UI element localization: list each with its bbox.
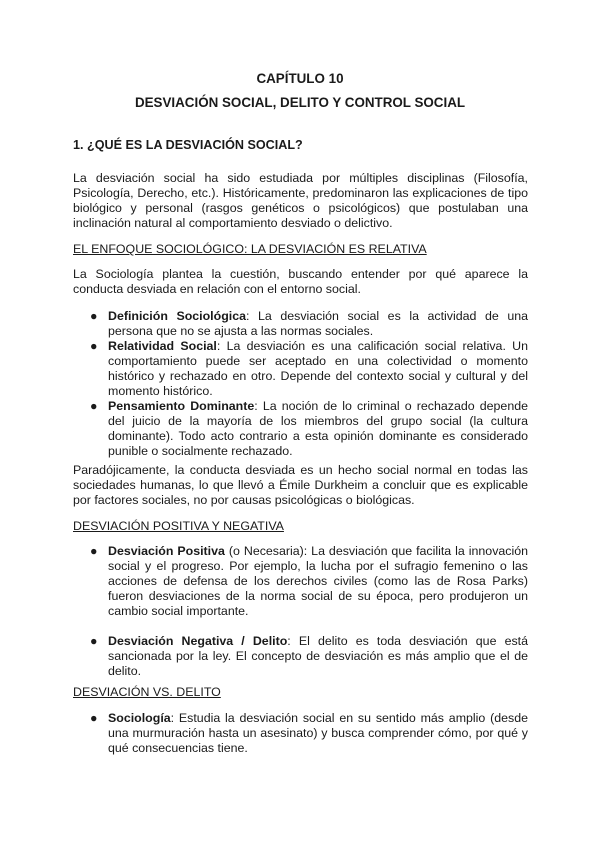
- delito-list: [73, 711, 528, 756]
- list-item: [73, 399, 528, 459]
- bullet-text: : Estudia la desviación social en su sentido más amplio (desde una murmuración hasta un asesinato) y busca comprender cómo, por qué y qué consecuencias tiene.: [108, 711, 528, 755]
- subheading-positiva: DESVIACIÓN POSITIVA Y NEGATIVA: [73, 519, 284, 533]
- bullet-term: Definición Sociológica: [108, 309, 246, 323]
- bullet-text: (o Necesaria): La desviación que facilita la innovación social y el progreso. Por ejemplo, la lucha por el sufragio femenino o las acciones de defensa de los derechos civiles (como las de Rosa Parks) fueron desviaciones de la norma social de su época, pero produjeron un cambio social importante.: [108, 544, 529, 618]
- bullet-text: : La desviación social es la actividad de una persona que no se ajusta a las normas sociales.: [108, 309, 528, 338]
- bullet-term: Sociología: [108, 711, 171, 725]
- list-item: [73, 544, 528, 619]
- bullet-icon: ●: [90, 399, 98, 413]
- intro-paragraph: La desviación social ha sido estudiada por múltiples disciplinas (Filosofía, Psicología, Derecho, etc.). Históricamente, predominaron las explicaciones de tipo biológico y personal (rasgos genéticos o psicológicos) que postulaban una inclinación natural al comportamiento desviado o delictivo.: [73, 171, 528, 230]
- positiva-list: [73, 544, 528, 679]
- closing-paragraph: Paradójicamente, la conducta desviada es un hecho social normal en todas las sociedades humanas, lo que llevó a Émile Durkheim a concluir que es explicable por factores sociales, no por causas psicológicas o biológicas.: [73, 463, 528, 507]
- list-item: [73, 634, 528, 679]
- list-item: [73, 309, 528, 339]
- bullet-term: Desviación Negativa / Delito: [108, 634, 288, 648]
- bullet-term: Pensamiento Dominante: [108, 399, 255, 413]
- bullet-term: Relatividad Social: [108, 339, 217, 353]
- section-heading: 1. ¿QUÉ ES LA DESVIACIÓN SOCIAL?: [73, 138, 303, 152]
- list-item: [73, 339, 528, 399]
- bullet-icon: ●: [90, 711, 98, 725]
- enfoque-list: [73, 309, 528, 459]
- bullet-text: : La desviación es una calificación social relativa. Un comportamiento puede ser aceptado en una colectividad o momento histórico y rechazado en otro. Depende del contexto social y cultural y del momento histórico.: [108, 339, 528, 398]
- list-item: [73, 711, 528, 756]
- subheading-delito: DESVIACIÓN VS. DELITO: [73, 685, 221, 699]
- chapter-number: CAPÍTULO 10: [256, 71, 344, 86]
- enfoque-paragraph: La Sociología plantea la cuestión, buscando entender por qué aparece la conducta desviada en relación con el entorno social.: [73, 267, 528, 296]
- bullet-icon: ●: [90, 544, 98, 558]
- bullet-term: Desviación Positiva: [108, 544, 225, 558]
- bullet-icon: ●: [90, 634, 98, 648]
- bullet-icon: ●: [90, 339, 98, 353]
- bullet-text: : El delito es toda desviación que está sancionada por la ley. El concepto de desviación es más amplio que el de delito.: [108, 634, 528, 678]
- subheading-enfoque: EL ENFOQUE SOCIOLÓGICO: LA DESVIACIÓN ES RELATIVA: [73, 242, 427, 256]
- bullet-text: : La noción de lo criminal o rechazado depende del juicio de la mayoría de los miembros del grupo social (la cultura dominante). Todo acto contrario a esta opinión dominante es considerado punible o socialmente rechazado.: [108, 399, 528, 458]
- chapter-title: DESVIACIÓN SOCIAL, DELITO Y CONTROL SOCIAL: [134, 95, 466, 110]
- bullet-icon: ●: [90, 309, 98, 323]
